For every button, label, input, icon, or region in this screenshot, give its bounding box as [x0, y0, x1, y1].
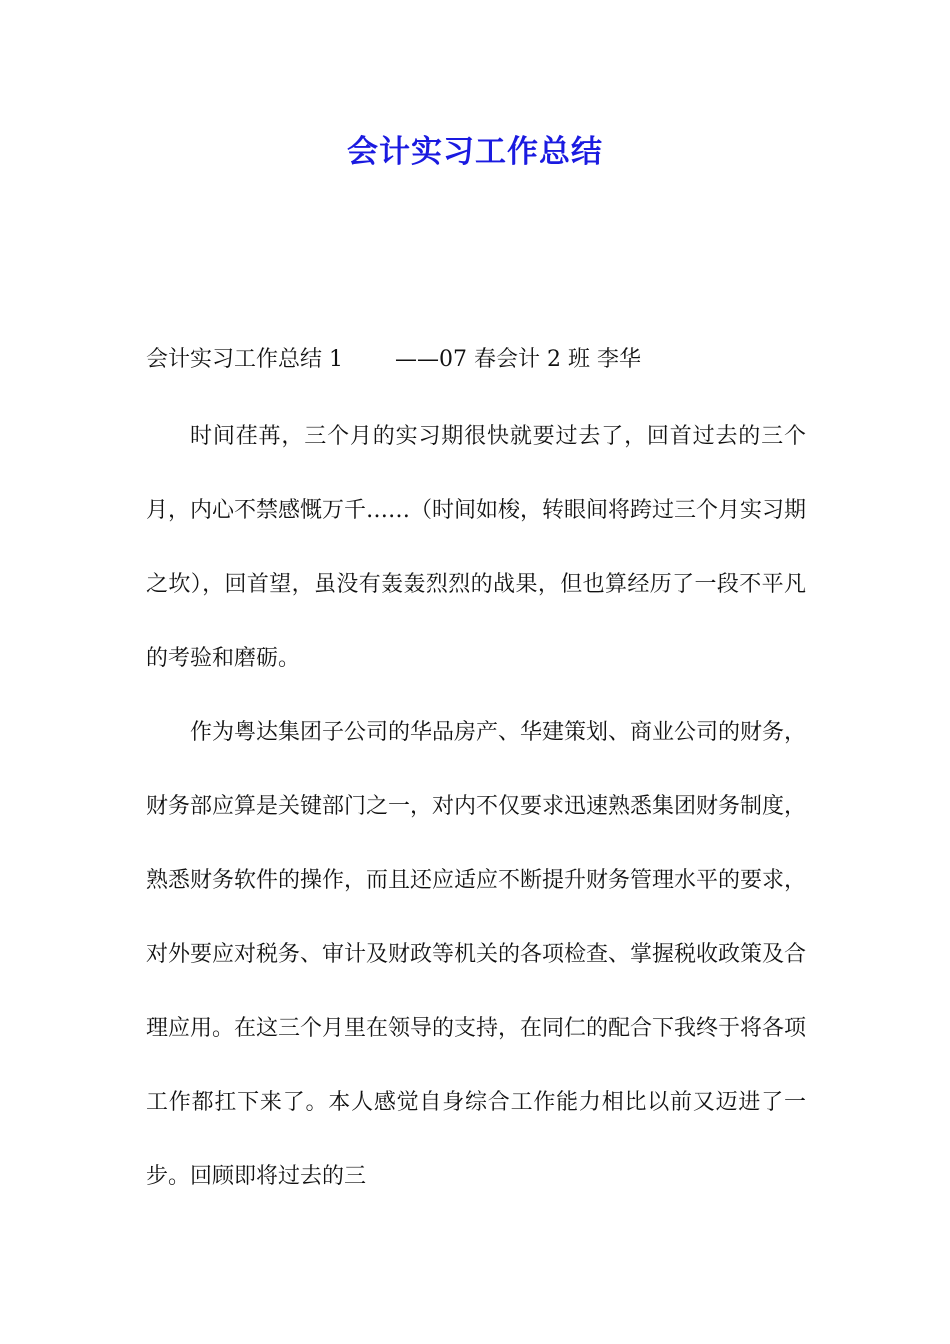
subtitle-heading: 会计实习工作总结 1: [146, 347, 343, 372]
subtitle-author: ——07 春会计 2 班 李华: [395, 347, 641, 372]
paragraph-2: 作为粤达集团子公司的华品房产、华建策划、商业公司的财务，财务部应算是关键部门之一，对内不仅要求迅速熟悉集团财务制度，熟悉财务软件的操作，而且还应适应不断提升财务管理水平的要求，对外要应对税务、审计及财政等机关的各项检查、掌握税收政策及合理应用。在这三个月里在领导的支持，在同仁的配合下我终于将各项工作都扛下来了。本人感觉自身综合工作能力相比以前又迈进了一步。回顾即将过去的三: [146, 720, 807, 1189]
paragraph-1: 时间荏苒，三个月的实习期很快就要过去了，回首过去的三个月，内心不禁感慨万千……（时间如梭，转眼间将跨过三个月实习期之坎），回首望，虽没有轰轰烈烈的战果，但也算经历了一段不平凡的考验和磨砺。: [146, 424, 807, 671]
document-subtitle: [146, 340, 806, 380]
document-title: 会计实习工作总结: [347, 134, 603, 170]
